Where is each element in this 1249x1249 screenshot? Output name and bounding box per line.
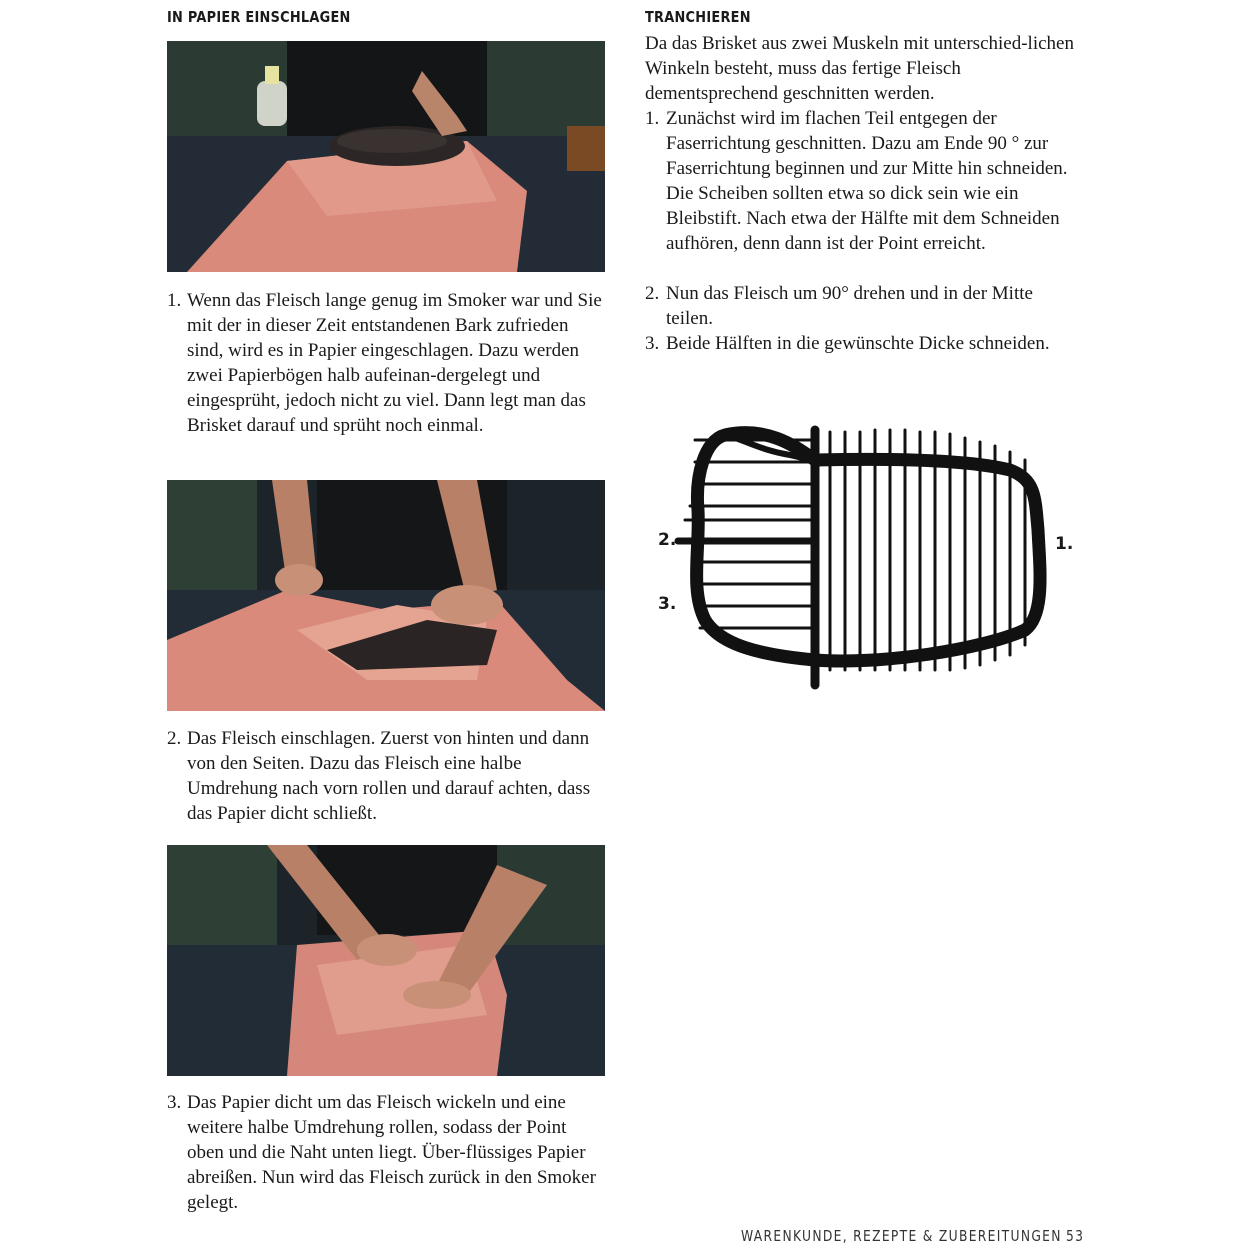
page-number: 53 — [1066, 1227, 1085, 1245]
step-text: Beide Hälften in die gewünschte Dicke schneiden. — [666, 333, 1050, 354]
list-item-wrapping-3 — [167, 1090, 607, 1215]
step-number: 3. — [167, 1092, 182, 1113]
brisket-slicing-diagram — [650, 420, 1080, 695]
diagram-label-1: 1. — [1055, 534, 1074, 554]
step-text: Nun das Fleisch um 90° drehen und in der Mitte teilen. — [666, 283, 1033, 329]
photo-spraying-paper — [167, 41, 605, 272]
step-text: Zunächst wird im flachen Teil entgegen der Faserrichtung geschnitten. Dazu am Ende 90 ° zur Faserrichtung beginnen und zur Mitte hin schneiden. Die Scheiben sollten etwa so dick sein wie ein Bleibstift. Nach etwa der Hälfte mit dem Schneiden aufhören, denn dann ist der Point erreicht. — [666, 108, 1068, 254]
step-number: 2. — [167, 728, 182, 749]
step-text: Das Fleisch einschlagen. Zuerst von hinten und dann von den Seiten. Dazu das Fleisch eine halbe Umdrehung nach vorn rollen und darauf achten, dass das Papier dicht schließt. — [187, 728, 591, 824]
list-item-wrapping-2 — [167, 726, 607, 826]
diagram-label-3: 3. — [658, 594, 677, 614]
section-heading-slicing: TRANCHIEREN — [645, 8, 751, 26]
photo-folding-paper — [167, 480, 605, 711]
diagram-label-2: 2. — [658, 530, 677, 550]
step-number: 1. — [645, 108, 660, 129]
list-item-slicing-3 — [645, 331, 1075, 356]
brisket-outline-drawing — [650, 420, 1080, 695]
step-number: 2. — [645, 283, 660, 304]
step-number: 3. — [645, 333, 660, 354]
running-footer-section: WARENKUNDE, REZEPTE & ZUBEREITUNGEN — [741, 1227, 1062, 1245]
step-text: Wenn das Fleisch lange genug im Smoker war und Sie mit der in dieser Zeit entstandenen Bark zufrieden sind, wird es in Papier eingeschlagen. Dazu werden zwei Papierbögen halb aufeinan-dergelegt und eingesprüht, jedoch nicht zu viel. Dann legt man das Brisket darauf und sprüht noch einmal. — [187, 290, 602, 436]
photo-wrapping-paper — [167, 845, 605, 1076]
section-heading-wrapping: IN PAPIER EINSCHLAGEN — [167, 8, 351, 26]
list-item-slicing-1 — [645, 106, 1075, 256]
step-number: 1. — [167, 290, 182, 311]
slicing-intro: Da das Brisket aus zwei Muskeln mit unterschied-lichen Winkeln besteht, muss das fertige Fleisch dementsprechend geschnitten werden. — [645, 33, 1074, 104]
list-item-slicing-2 — [645, 281, 1075, 331]
step-text: Das Papier dicht um das Fleisch wickeln und eine weitere halbe Umdrehung rollen, sodass der Point oben und die Naht unten liegt. Über-flüssiges Papier abreißen. Nun wird das Fleisch zurück in den Smoker gelegt. — [187, 1092, 596, 1213]
list-item-wrapping-1 — [167, 288, 607, 438]
